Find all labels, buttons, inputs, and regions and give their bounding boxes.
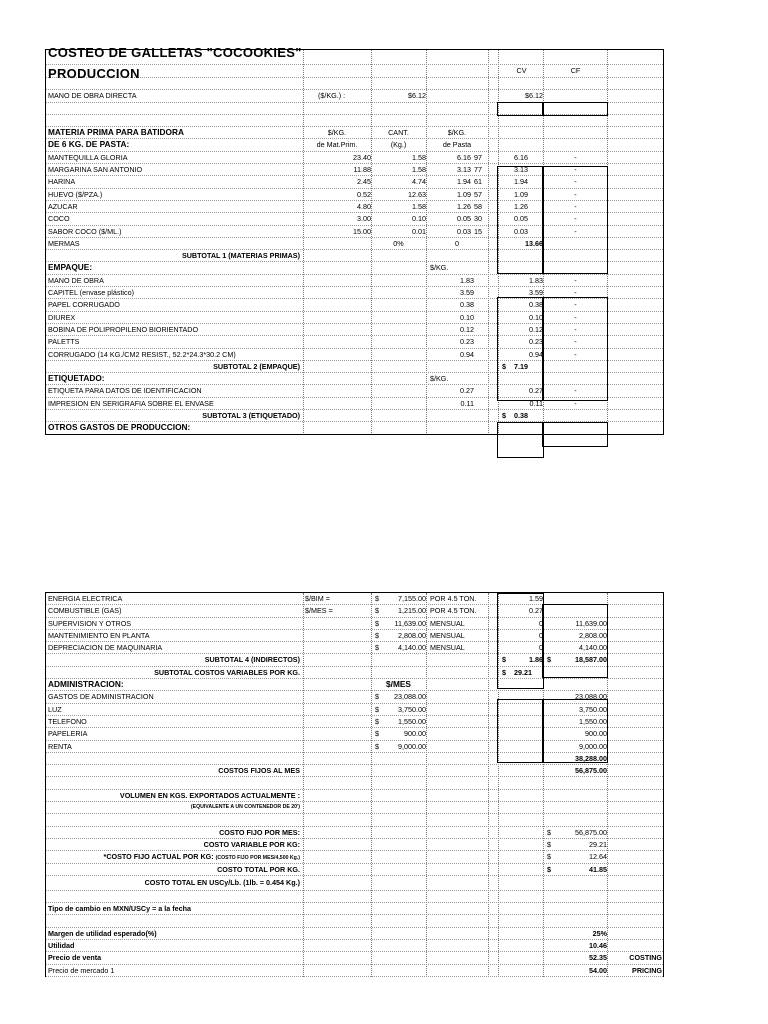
cf-header: CF — [570, 66, 581, 75]
tipo-cambio-row — [46, 903, 663, 915]
admin-item-name: TELEFONO — [48, 716, 87, 726]
empaque-name: CAPITEL (envase plástico) — [48, 288, 135, 298]
indirecto-unit — [303, 630, 373, 641]
summary-label — [46, 839, 303, 850]
mp-header-1: MATERIA PRIMA PARA BATIDORA — [48, 127, 184, 138]
indirecto-cv: 0 — [539, 630, 543, 640]
indirecto-cf: 2,808.00 — [579, 630, 607, 640]
admin-item-currency: $ — [375, 692, 379, 702]
mp-col2-a: CANT. — [388, 128, 409, 138]
empaque-header: EMPAQUE: — [48, 262, 93, 273]
summary-currency: $ — [547, 827, 551, 837]
empaque-value: 0.94 — [460, 349, 474, 359]
cf-box-admin — [542, 699, 608, 763]
subtotal-var-label: SUBTOTAL COSTOS VARIABLES POR KG. — [154, 667, 300, 677]
mp-header-2: DE 6 KG. DE PASTA: — [48, 139, 130, 150]
volumen-row — [46, 790, 663, 802]
precio-mercado-label: Precio de mercado 1 — [48, 965, 115, 975]
empaque-cf: - — [574, 337, 577, 347]
etiquetado-cf: - — [574, 398, 577, 408]
margen-row — [46, 928, 663, 940]
empaque-cv: 3.59 — [529, 288, 543, 298]
cv-box-mano-obra — [497, 102, 544, 116]
mano-obra-unit: ($/KG.) : — [318, 91, 346, 101]
materia-name: MARGARINA SAN ANTONIO — [48, 165, 143, 175]
indirecto-unit — [303, 642, 373, 653]
materia-fragment: 77 — [474, 165, 482, 175]
indirecto-name: COMBUSTIBLE (GAS) — [48, 606, 122, 616]
subtotal4-cf-currency: $ — [547, 655, 551, 665]
mano-obra-value: $6.12 — [408, 91, 426, 101]
materia-pasta: 6.16 — [457, 152, 471, 162]
indirecto-amount: 11,639.00 — [394, 618, 426, 628]
admin-item-name: PAPELERIA — [48, 729, 88, 739]
margen-label: Margen de utilidad esperado(%) — [48, 928, 157, 938]
empaque-name: CORRUGADO (14 KG./CM2 RESIST., 52.2*24.3*30.2 CM) — [48, 349, 236, 359]
empaque-cf: - — [574, 288, 577, 298]
indirecto-name: SUPERVISION Y OTROS — [48, 618, 132, 628]
admin-item-amount: 900.00 — [404, 729, 426, 739]
cf-box-etiquetado — [542, 422, 608, 447]
materia-cf: - — [574, 152, 577, 162]
empaque-cv: 1.83 — [529, 275, 543, 285]
etiquetado-cf: - — [574, 386, 577, 396]
admin-item-cf: 3,750.00 — [579, 704, 607, 714]
materia-cf: - — [574, 189, 577, 199]
mp-header-row-2 — [46, 139, 663, 151]
materia-cv: 1.26 — [514, 201, 528, 211]
etiquetado-value: 0.27 — [460, 386, 474, 396]
empaque-cv: 0.12 — [529, 324, 543, 334]
materia-pasta: 1.26 — [457, 201, 471, 211]
subtotal2-label: SUBTOTAL 2 (EMPAQUE) — [213, 361, 300, 371]
etiquetado-header: ETIQUETADO: — [48, 373, 105, 384]
materia-name: AZUCAR — [48, 201, 78, 211]
empaque-cf: - — [574, 349, 577, 359]
admin-item-name: RENTA — [48, 741, 72, 751]
materia-qty: 1.58 — [412, 201, 426, 211]
costo-usd-row — [46, 876, 663, 891]
otros-header: OTROS GASTOS DE PRODUCCION: — [48, 422, 191, 433]
materia-cv: 6.16 — [514, 152, 528, 162]
utilidad-label: Utilidad — [48, 941, 75, 951]
empaque-value: 1.83 — [460, 275, 474, 285]
empaque-value: 0.10 — [460, 312, 474, 322]
utilidad-value: 10.46 — [589, 941, 607, 951]
empaque-value: 0.12 — [460, 324, 474, 334]
summary-currency: $ — [547, 852, 551, 862]
indirecto-amount: 4,140.00 — [398, 643, 426, 653]
indirecto-amount: 2,808.00 — [398, 630, 426, 640]
admin-item-currency: $ — [375, 704, 379, 714]
mp-header-row-1 — [46, 127, 663, 139]
subtotal3-label: SUBTOTAL 3 (ETIQUETADO) — [202, 411, 300, 421]
indirecto-unit — [303, 618, 373, 629]
materia-qty: 0.01 — [412, 226, 426, 236]
mp-col2-b: (Kg.) — [390, 140, 407, 150]
empaque-cf: - — [574, 275, 577, 285]
materia-qty: 12.63 — [408, 189, 426, 199]
mermas-label: MERMAS — [48, 238, 80, 248]
summary-value: 12.64 — [589, 852, 607, 862]
summary-row — [46, 864, 663, 876]
indirecto-currency: $ — [375, 618, 379, 628]
admin-item-amount: 23,088.00 — [394, 692, 426, 702]
sheet-title-row — [46, 46, 663, 65]
precio-venta-row — [46, 952, 663, 964]
materia-pasta: 1.09 — [457, 189, 471, 199]
cf-box-materias — [542, 166, 608, 274]
summary-label-text: COSTO VARIABLE POR KG: — [203, 839, 300, 849]
summary-label-text: *COSTO FIJO ACTUAL POR KG: — [103, 852, 214, 862]
summary-label-text: COSTO FIJO POR MES: — [219, 827, 300, 837]
admin-item-name: GASTOS DE ADMINISTRACION — [48, 692, 154, 702]
subtotal3-currency: $ — [502, 411, 506, 421]
admin-header: ADMINISTRACION: — [48, 679, 124, 690]
materia-price: 0.52 — [357, 189, 371, 199]
materia-price: 4.80 — [357, 201, 371, 211]
mermas-qty: 0% — [393, 238, 404, 248]
subtotal-var-value: 29.21 — [514, 667, 532, 677]
costos-fijos-row — [46, 765, 663, 777]
precio-venta-value: 52.35 — [589, 953, 607, 963]
materia-cf: - — [574, 165, 577, 175]
section-row — [46, 65, 663, 81]
admin-item-currency: $ — [375, 741, 379, 751]
indirecto-basis: POR 4.5 TON. — [430, 594, 477, 603]
indirecto-basis: MENSUAL — [430, 630, 465, 640]
materia-pasta: 3.13 — [457, 165, 471, 175]
summary-currency: $ — [547, 839, 551, 849]
summary-value: 29.21 — [589, 839, 607, 849]
materia-fragment: 97 — [474, 152, 482, 162]
section-title: PRODUCCION — [48, 66, 140, 81]
indirecto-cf: 4,140.00 — [579, 643, 607, 653]
summary-note: (COSTO FIJO POR MES/4,500 Kg.) — [215, 855, 300, 862]
indirecto-cv: 0.27 — [529, 606, 543, 616]
summary-currency: $ — [547, 864, 551, 874]
empaque-value: 0.23 — [460, 337, 474, 347]
materia-qty: 1.58 — [412, 165, 426, 175]
cv-box-admin — [497, 699, 544, 763]
empaque-cv: 0.23 — [529, 337, 543, 347]
subtotal3-row — [46, 410, 663, 422]
admin-item-currency: $ — [375, 716, 379, 726]
mp-col3-b: de Pasta — [442, 140, 472, 150]
admin-item-amount: 3,750.00 — [398, 704, 426, 714]
empaque-name: BOBINA DE POLIPROPILENO BIORIENTADO — [48, 324, 199, 334]
summary-row — [46, 851, 663, 863]
costing-tag: COSTING — [629, 953, 662, 963]
costos-fijos-label: COSTOS FIJOS AL MES — [218, 766, 300, 776]
utilidad-row — [46, 940, 663, 952]
indirecto-cv: 0 — [539, 643, 543, 653]
summary-value: 56,875.00 — [575, 827, 607, 837]
materia-qty: 0.10 — [412, 214, 426, 224]
summary-label — [46, 851, 303, 862]
indirecto-unit: $/BIM = — [305, 594, 330, 603]
admin-item-name: LUZ — [48, 704, 62, 714]
materia-row — [46, 152, 663, 164]
materia-cf: - — [574, 226, 577, 236]
mp-col1-b: de Mat.Prim. — [316, 140, 358, 150]
etiquetado-name: ETIQUETA PARA DATOS DE IDENTIFICACION — [48, 386, 202, 396]
summary-label — [46, 827, 303, 838]
cv-box-etiquetado — [497, 422, 544, 458]
materia-cf: - — [574, 201, 577, 211]
materia-fragment: 58 — [474, 201, 482, 211]
empaque-cf: - — [574, 300, 577, 310]
volumen-note: (EQUIVALENTE A UN CONTENEDOR DE 20') — [190, 804, 300, 811]
materia-pasta: 0.03 — [457, 226, 471, 236]
materia-price: 11.88 — [353, 165, 371, 175]
indirecto-currency: $ — [375, 630, 379, 640]
indirecto-name: MANTENIMIENTO EN PLANTA — [48, 630, 150, 640]
materia-name: HARINA — [48, 177, 76, 187]
etiquetado-name: IMPRESION EN SERIGRAFIA SOBRE EL ENVASE — [48, 398, 214, 408]
precio-mercado-value: 54.00 — [589, 965, 607, 975]
cv-box-empaque — [497, 297, 544, 401]
mermas-pasta: 0 — [455, 238, 459, 248]
summary-row — [46, 839, 663, 851]
admin-item-cf: 23,088.00 — [575, 692, 607, 702]
volumen-label: VOLUMEN EN KGS. EXPORTADOS ACTUALMENTE : — [119, 790, 300, 800]
indirecto-amount: 1,215.00 — [398, 606, 426, 616]
admin-item-cf: 1,550.00 — [579, 716, 607, 726]
materia-name: HUEVO ($/PZA.) — [48, 189, 103, 199]
admin-item-amount: 9,000.00 — [398, 741, 426, 751]
pricing-tag: PRICING — [632, 965, 662, 975]
volumen-note-row — [46, 802, 663, 814]
etiquetado-unit: $/KG. — [430, 374, 449, 384]
empaque-unit: $/KG. — [430, 263, 449, 273]
materia-cv: 3.13 — [514, 165, 528, 175]
admin-item-cf: 9,000.00 — [579, 741, 607, 751]
precio-venta-label: Precio de venta — [48, 953, 102, 963]
empaque-cf: - — [574, 312, 577, 322]
mano-obra-cv: $6.12 — [525, 91, 543, 101]
mano-obra-row — [46, 90, 663, 102]
indirecto-cf: 11,639.00 — [575, 618, 607, 628]
mano-obra-label: MANO DE OBRA DIRECTA — [48, 91, 137, 101]
cf-box-indirectos — [542, 604, 608, 678]
materia-price: 15.00 — [353, 226, 371, 236]
empaque-row — [46, 275, 663, 287]
indirecto-currency: $ — [375, 643, 379, 653]
summary-label-text: COSTO TOTAL POR KG. — [217, 864, 300, 874]
materia-cv: 0.03 — [514, 226, 528, 236]
materia-fragment: 15 — [474, 226, 482, 236]
summary-value: 41.85 — [589, 864, 607, 874]
subtotal1-label: SUBTOTAL 1 (MATERIAS PRIMAS) — [181, 251, 300, 261]
indirecto-name: ENERGIA ELECTRICA — [48, 594, 123, 603]
admin-item-cf: 900.00 — [585, 729, 607, 739]
empaque-name: PAPEL CORRUGADO — [48, 300, 120, 310]
sheet-title: COSTEO DE GALLETAS "COCOOKIES" — [48, 46, 302, 60]
indirecto-cv: 1.59 — [529, 594, 543, 603]
subtotal4-label: SUBTOTAL 4 (INDIRECTOS) — [204, 655, 300, 665]
admin-header-row — [46, 679, 663, 691]
admin-total: 38,288.00 — [575, 753, 607, 763]
indirecto-cv: 0 — [539, 618, 543, 628]
etiquetado-cv: 0.27 — [529, 386, 543, 396]
materia-name: COCO — [48, 214, 70, 224]
materia-pasta: 0.05 — [457, 214, 471, 224]
mp-col3-a: $/KG. — [447, 128, 467, 138]
materia-qty: 4.74 — [412, 177, 426, 187]
summary-label — [46, 864, 303, 875]
admin-item-amount: 1,550.00 — [398, 716, 426, 726]
materia-name: MANTEQUILLA GLORIA — [48, 152, 128, 162]
subtotal3-value: 0.38 — [514, 411, 528, 421]
materia-price: 23.40 — [353, 152, 371, 162]
indirecto-basis: POR 4.5 TON. — [430, 606, 477, 616]
materia-cv: 1.94 — [514, 177, 528, 187]
cv-header: CV — [516, 66, 527, 75]
materia-name: SABOR COCO ($/ML.) — [48, 226, 122, 236]
materia-price: 3.00 — [357, 214, 371, 224]
tipo-cambio-label: Tipo de cambio en MXN/USCy = a la fecha — [48, 904, 192, 914]
materia-cv: 0.05 — [514, 214, 528, 224]
indirecto-currency: $ — [375, 606, 379, 616]
mp-col1-a: $/KG. — [327, 128, 347, 138]
indirecto-basis: MENSUAL — [430, 618, 465, 628]
subtotal4-cv: 1.86 — [529, 655, 543, 665]
mermas-cv: 13.66 — [525, 238, 543, 248]
subtotal4-cv-currency: $ — [502, 655, 506, 665]
admin-unit: $/MES — [386, 679, 411, 690]
empaque-name: PALETTS — [48, 337, 80, 347]
indirecto-basis: MENSUAL — [430, 643, 465, 653]
materia-fragment: 61 — [474, 177, 482, 187]
materia-qty: 1.58 — [412, 152, 426, 162]
materia-price: 2.45 — [357, 177, 371, 187]
costo-usd-label: COSTO TOTAL EN USCy/Lb. (1lb. = 0.454 Kg.) — [144, 877, 300, 887]
subtotal4-cf: 18,587.00 — [575, 655, 607, 665]
materia-cf: - — [574, 214, 577, 224]
margen-value: 25% — [592, 928, 607, 938]
subtotal2-value: 7.19 — [514, 361, 528, 371]
subtotal-var-currency: $ — [502, 667, 506, 677]
cf-box-mano-obra — [542, 102, 608, 116]
indirecto-unit: $/MES = — [305, 606, 333, 616]
indirecto-cf — [544, 593, 610, 604]
materia-fragment: 57 — [474, 189, 482, 199]
empaque-name: MANO DE OBRA — [48, 275, 104, 285]
indirecto-name: DEPRECIACION DE MAQUINARIA — [48, 643, 163, 653]
etiquetado-cv: 0.11 — [529, 398, 543, 408]
indirecto-amount: 7,155.00 — [398, 594, 426, 603]
cv-box-materias — [497, 166, 544, 274]
precio-mercado-row — [46, 965, 663, 977]
etiquetado-value: 0.11 — [460, 398, 474, 408]
empaque-cv: 0.94 — [529, 349, 543, 359]
materia-pasta: 1.94 — [457, 177, 471, 187]
empaque-value: 3.59 — [460, 288, 474, 298]
indirecto-currency: $ — [375, 594, 379, 603]
costos-fijos-value: 56,875.00 — [575, 766, 607, 776]
empaque-cf: - — [574, 324, 577, 334]
subtotal2-currency: $ — [502, 361, 506, 371]
empaque-cv: 0.10 — [529, 312, 543, 322]
empaque-name: DIUREX — [48, 312, 76, 322]
materia-fragment: 30 — [474, 214, 482, 224]
cf-box-empaque — [542, 297, 608, 401]
admin-item-currency: $ — [375, 729, 379, 739]
materia-cv: 1.09 — [514, 189, 528, 199]
empaque-cv: 0.38 — [529, 300, 543, 310]
cv-box-indirectos — [497, 593, 544, 689]
empaque-value: 0.38 — [460, 300, 474, 310]
summary-row — [46, 827, 663, 839]
materia-cf: - — [574, 177, 577, 187]
